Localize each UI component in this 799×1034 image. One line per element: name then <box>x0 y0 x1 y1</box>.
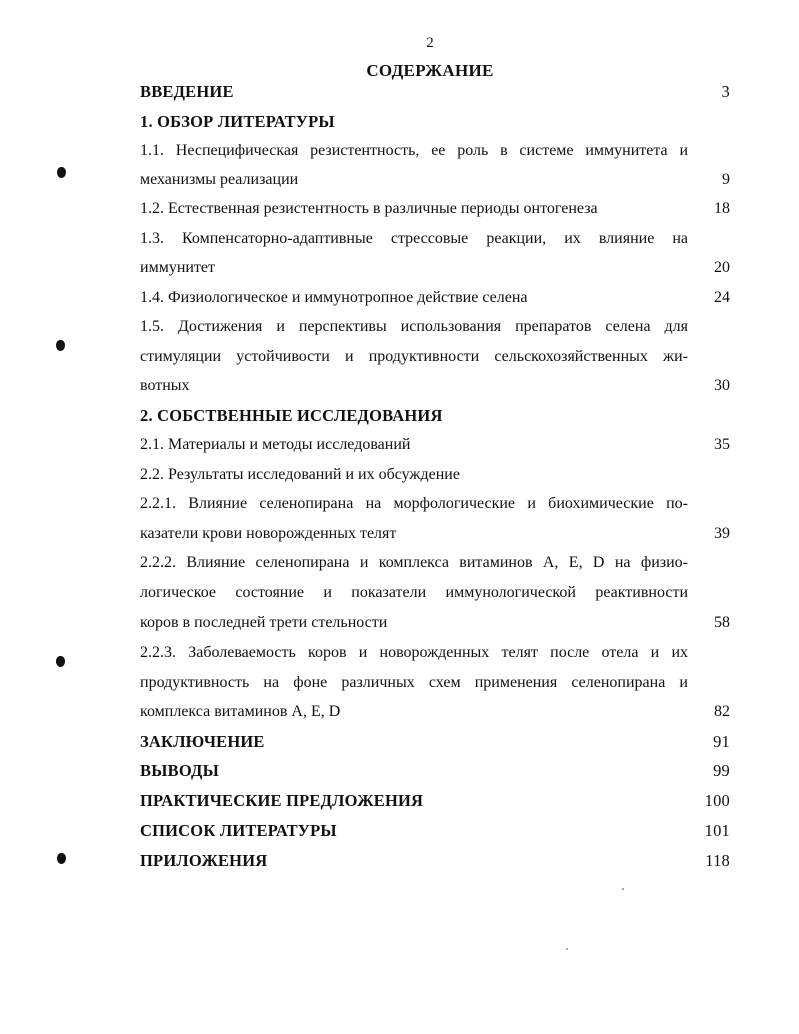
toc-entry-text: 1.3. Компенсаторно-адаптивные стрессовые реакции, их влияние на <box>140 230 688 247</box>
toc-entry-text: 1.4. Физиологическое и иммунотропное действие селена <box>140 289 528 306</box>
toc-entry-text: ЗАКЛЮЧЕНИЕ <box>140 732 265 751</box>
toc-entry[interactable] <box>140 548 730 578</box>
toc-entry[interactable] <box>140 638 730 668</box>
toc-entry-text: 2.1. Материалы и методы исследований <box>140 436 411 453</box>
toc-entry[interactable] <box>140 371 730 401</box>
toc-entry-text: стимуляции устойчивости и продуктивности сельскохозяйственных жи- <box>140 348 688 365</box>
binding-hole-mark <box>57 167 66 178</box>
toc-entry-page: 3 <box>721 82 730 101</box>
toc-entry[interactable] <box>140 312 730 342</box>
toc-entry[interactable] <box>140 253 730 283</box>
toc-entry-text: ПРАКТИЧЕСКИЕ ПРЕДЛОЖЕНИЯ <box>140 791 424 810</box>
toc-entry-text: вотных <box>140 377 190 394</box>
toc-entry[interactable] <box>140 668 730 698</box>
toc-entry-page: 24 <box>714 289 730 306</box>
toc-entry[interactable] <box>140 165 730 195</box>
toc-entry-page: 35 <box>714 436 730 453</box>
toc-entry-text: ВВЕДЕНИЕ <box>140 82 234 101</box>
toc-entry[interactable] <box>140 342 730 372</box>
toc-entry-page: 91 <box>713 732 730 751</box>
binding-hole-mark <box>57 853 66 864</box>
toc-entry-text: 1.2. Естественная резистентность в различные периоды онтогенеза <box>140 200 598 217</box>
toc-entry-text: 1.5. Достижения и перспективы использования препаратов селена для <box>140 318 688 335</box>
toc-entry-page: 18 <box>714 200 730 217</box>
toc-entry-page: 20 <box>714 259 730 276</box>
toc-entry-text: 1.1. Неспецифическая резистентность, ее роль в системе иммунитета и <box>140 142 688 159</box>
toc-entry-text: 2.2.3. Заболеваемость коров и новорожденных телят после отела и их <box>140 644 688 661</box>
toc-entry-text: 1. ОБЗОР ЛИТЕРАТУРЫ <box>140 112 335 131</box>
toc-entry[interactable] <box>140 816 730 846</box>
toc-entry[interactable] <box>140 194 730 224</box>
toc-entry-page: 82 <box>714 703 730 720</box>
toc-entry-page: 58 <box>714 614 730 631</box>
toc-entry[interactable] <box>140 460 730 490</box>
toc-entry[interactable] <box>140 697 730 727</box>
toc-entry-text: иммунитет <box>140 259 216 276</box>
binding-hole-mark <box>56 656 65 667</box>
toc-entry[interactable] <box>140 107 730 137</box>
toc-entry-text: казатели крови новорожденных телят <box>140 525 397 542</box>
toc-entry-text: 2.2.1. Влияние селенопирана на морфологические и биохимические по- <box>140 495 688 512</box>
toc-entry-text: 2. СОБСТВЕННЫЕ ИССЛЕДОВАНИЯ <box>140 406 443 425</box>
toc-entry-page: 100 <box>704 791 730 810</box>
toc-entry[interactable] <box>140 727 730 757</box>
page-number: 2 <box>426 35 434 51</box>
toc-entry[interactable] <box>140 846 730 876</box>
toc-entry-text: ВЫВОДЫ <box>140 761 219 780</box>
toc-entry-text: 2.2.2. Влияние селенопирана и комплекса витаминов А, Е, D на физио- <box>140 554 688 571</box>
toc-entry-page: 39 <box>714 525 730 542</box>
toc-entry-page: 30 <box>714 377 730 394</box>
toc-entry-page: 99 <box>713 761 730 780</box>
scan-speck <box>622 888 624 890</box>
page-title: СОДЕРЖАНИЕ <box>366 61 494 80</box>
toc-entry-text: механизмы реализации <box>140 171 299 188</box>
scan-speck <box>566 948 568 950</box>
binding-hole-mark <box>56 340 65 351</box>
toc-entry-text: 2.2. Результаты исследований и их обсуждение <box>140 466 460 483</box>
toc-entry-page: 118 <box>705 851 730 870</box>
toc-entry[interactable] <box>140 756 730 786</box>
toc-entry[interactable] <box>140 786 730 816</box>
toc-entry[interactable] <box>140 401 730 431</box>
toc-entry-text: логическое состояние и показатели иммунологической реактивности <box>140 584 688 601</box>
toc-entry-text: продуктивность на фоне различных схем применения селенопирана и <box>140 674 688 691</box>
toc-entry-page: 9 <box>722 171 730 188</box>
toc-entry-text: коров в последней трети стельности <box>140 614 388 631</box>
toc-entry-text: СПИСОК ЛИТЕРАТУРЫ <box>140 821 337 840</box>
toc-entry[interactable] <box>140 608 730 638</box>
toc-entry[interactable] <box>140 578 730 608</box>
toc-entry[interactable] <box>140 430 730 460</box>
toc-entry-page: 101 <box>704 821 730 840</box>
toc-entry[interactable] <box>140 283 730 313</box>
toc-entry[interactable] <box>140 519 730 549</box>
toc-entry[interactable] <box>140 489 730 519</box>
toc-entry-text: ПРИЛОЖЕНИЯ <box>140 851 268 870</box>
toc-entry[interactable] <box>140 224 730 254</box>
toc-entry[interactable] <box>140 136 730 166</box>
toc-entry[interactable] <box>140 77 730 107</box>
toc-entry-text: комплекса витаминов А, Е, D <box>140 703 341 720</box>
